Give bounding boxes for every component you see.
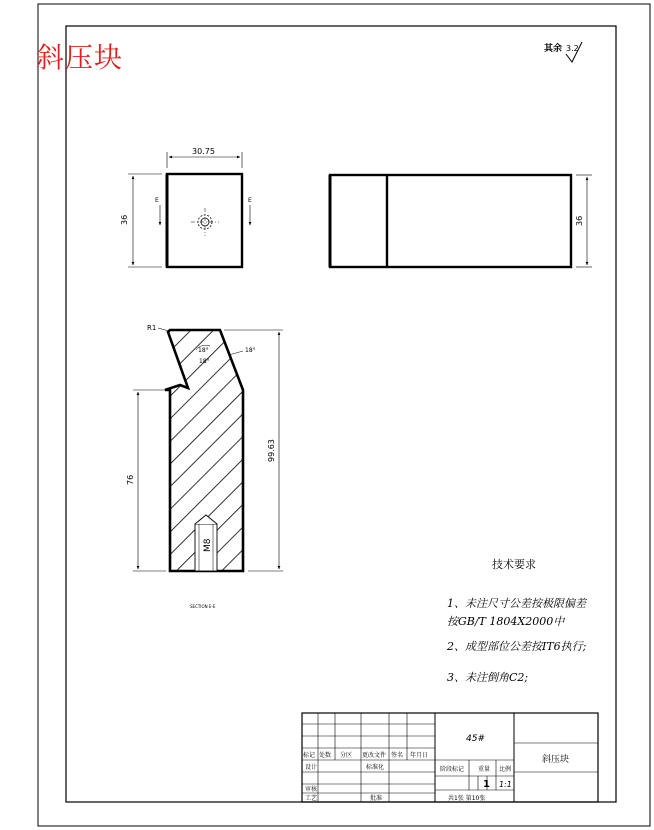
tb-process: 工艺 <box>305 795 318 802</box>
tb-date: 年月日 <box>410 752 429 759</box>
tb-approve: 批准 <box>370 795 383 802</box>
tb-weight: 重量 <box>478 766 491 773</box>
part-name-label: 斜压块 <box>542 755 570 765</box>
tech-requirements <box>446 557 588 684</box>
radius-label: R1 <box>147 324 157 332</box>
thread-label: M8 <box>203 538 213 552</box>
angle-label-a: 18° <box>198 347 209 354</box>
inner-border <box>66 26 616 802</box>
material-label: 45# <box>466 734 485 744</box>
tb-sheets: 共1张 第10张 <box>448 795 486 802</box>
roughness-note: 其余 <box>544 44 563 54</box>
tb-weight-value: 1 <box>483 779 490 790</box>
angle-label-c: 18° <box>245 347 256 354</box>
side-view <box>330 175 592 267</box>
tb-sign: 签名 <box>391 752 404 759</box>
tb-stage-mark: 阶段标记 <box>440 766 465 773</box>
dim-top-height: 36 <box>120 214 129 225</box>
dim-side-height: 36 <box>575 215 584 226</box>
tb-review: 审核 <box>305 786 318 793</box>
roughness-value: 3.2 <box>566 44 579 53</box>
tb-scale: 比例 <box>499 766 512 773</box>
dim-section-lower: 76 <box>126 474 135 485</box>
dim-top-width: 30.75 <box>192 147 215 156</box>
tech-item2: 2、成型部位公差按IT6执行; <box>447 640 587 653</box>
tb-count: 处数 <box>319 752 332 759</box>
section-caption: SECTION E-E <box>190 604 216 609</box>
tech-item1-line1: 1、未注尺寸公差按极限偏差 <box>447 597 586 610</box>
tech-heading: 技术要求 <box>492 558 536 571</box>
section-view <box>126 324 283 609</box>
section-mark-right: E <box>248 197 252 204</box>
dim-section-total: 99.63 <box>267 439 276 462</box>
tech-item3: 3、未注倒角C2; <box>447 671 529 684</box>
section-mark-left: E <box>155 197 159 204</box>
tb-scale-value: 1:1 <box>499 780 512 789</box>
top-view <box>120 147 252 267</box>
title-block-text <box>303 734 569 802</box>
tb-design: 设计 <box>305 764 318 771</box>
tech-item1-line2: 按GB/T 1804X2000中 <box>447 615 565 628</box>
angle-label-b: 18° <box>199 358 210 365</box>
drawing-title-red: 斜压块 <box>36 41 124 74</box>
outer-border <box>38 4 650 826</box>
tb-standardize: 标准化 <box>366 764 385 771</box>
tb-change-doc: 更改文件 <box>362 752 387 759</box>
tb-mark: 标记 <box>303 752 316 759</box>
tb-zone: 分区 <box>340 752 353 759</box>
